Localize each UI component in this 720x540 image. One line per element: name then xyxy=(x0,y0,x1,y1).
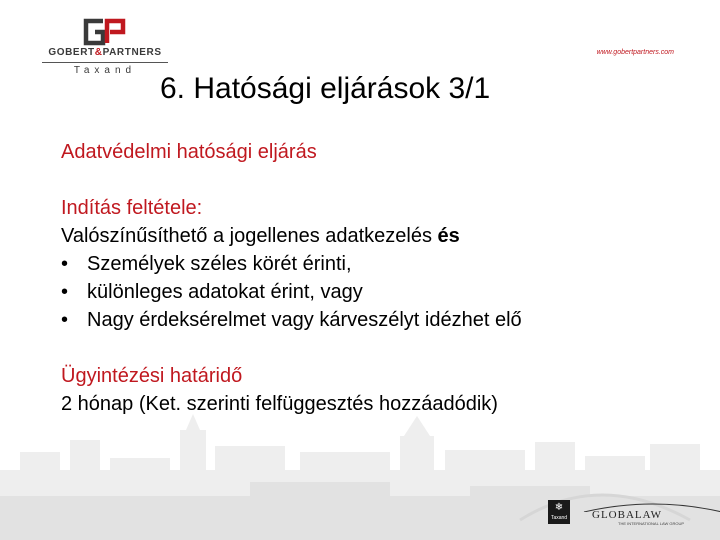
bullet-icon: • xyxy=(61,281,69,303)
bullet-icon: • xyxy=(61,253,69,275)
list-item-text: Nagy érdeksérelmet vagy kárveszélyt idézhet elő xyxy=(87,309,522,331)
spacer xyxy=(61,166,522,194)
bullet-icon: • xyxy=(61,309,69,331)
list-item xyxy=(61,306,522,334)
logo-name xyxy=(40,47,170,58)
conditions-and: és xyxy=(437,225,460,247)
globalaw-name: GLOBALAW xyxy=(592,509,663,521)
logo-name-amp: & xyxy=(94,47,103,58)
list-item-text: különleges adatokat érint, vagy xyxy=(87,281,363,303)
slide-title: 6. Hatósági eljárások 3/1 xyxy=(160,72,491,105)
snowflake-icon: ❄ xyxy=(554,502,564,513)
logo-name-part2: PARTNERS xyxy=(102,47,162,58)
conditions-intro xyxy=(61,222,522,250)
logo-divider xyxy=(42,62,168,63)
gp-logo-mark-icon xyxy=(83,18,127,46)
taxand-logo xyxy=(548,500,570,524)
deadline-text: 2 hónap (Ket. szerinti felfüggesztés hozzáadódik) xyxy=(61,393,498,415)
conditions-label: Indítás feltétele: xyxy=(61,197,203,219)
list-item xyxy=(61,250,522,278)
website-link[interactable]: www.gobertpartners.com xyxy=(596,49,674,56)
globalaw-tagline: THE INTERNATIONAL LAW GROUP xyxy=(618,521,685,526)
logo-subtitle: Taxand xyxy=(73,65,137,76)
deadline-label: Ügyintézési határidő xyxy=(61,365,243,387)
spacer xyxy=(61,334,522,362)
slide-body xyxy=(61,138,522,418)
list-item-text: Személyek széles körét érinti, xyxy=(87,253,352,275)
conditions-intro-text: Valószínűsíthető a jogellenes adatkezelés xyxy=(61,225,438,247)
section-heading: Adatvédelmi hatósági eljárás xyxy=(61,141,317,163)
logo-name-part1: GOBERT xyxy=(48,47,95,58)
globalaw-logo xyxy=(578,502,720,528)
list-item xyxy=(61,278,522,306)
gobert-partners-logo xyxy=(40,18,170,78)
taxand-logo-label: Taxand xyxy=(550,515,568,521)
